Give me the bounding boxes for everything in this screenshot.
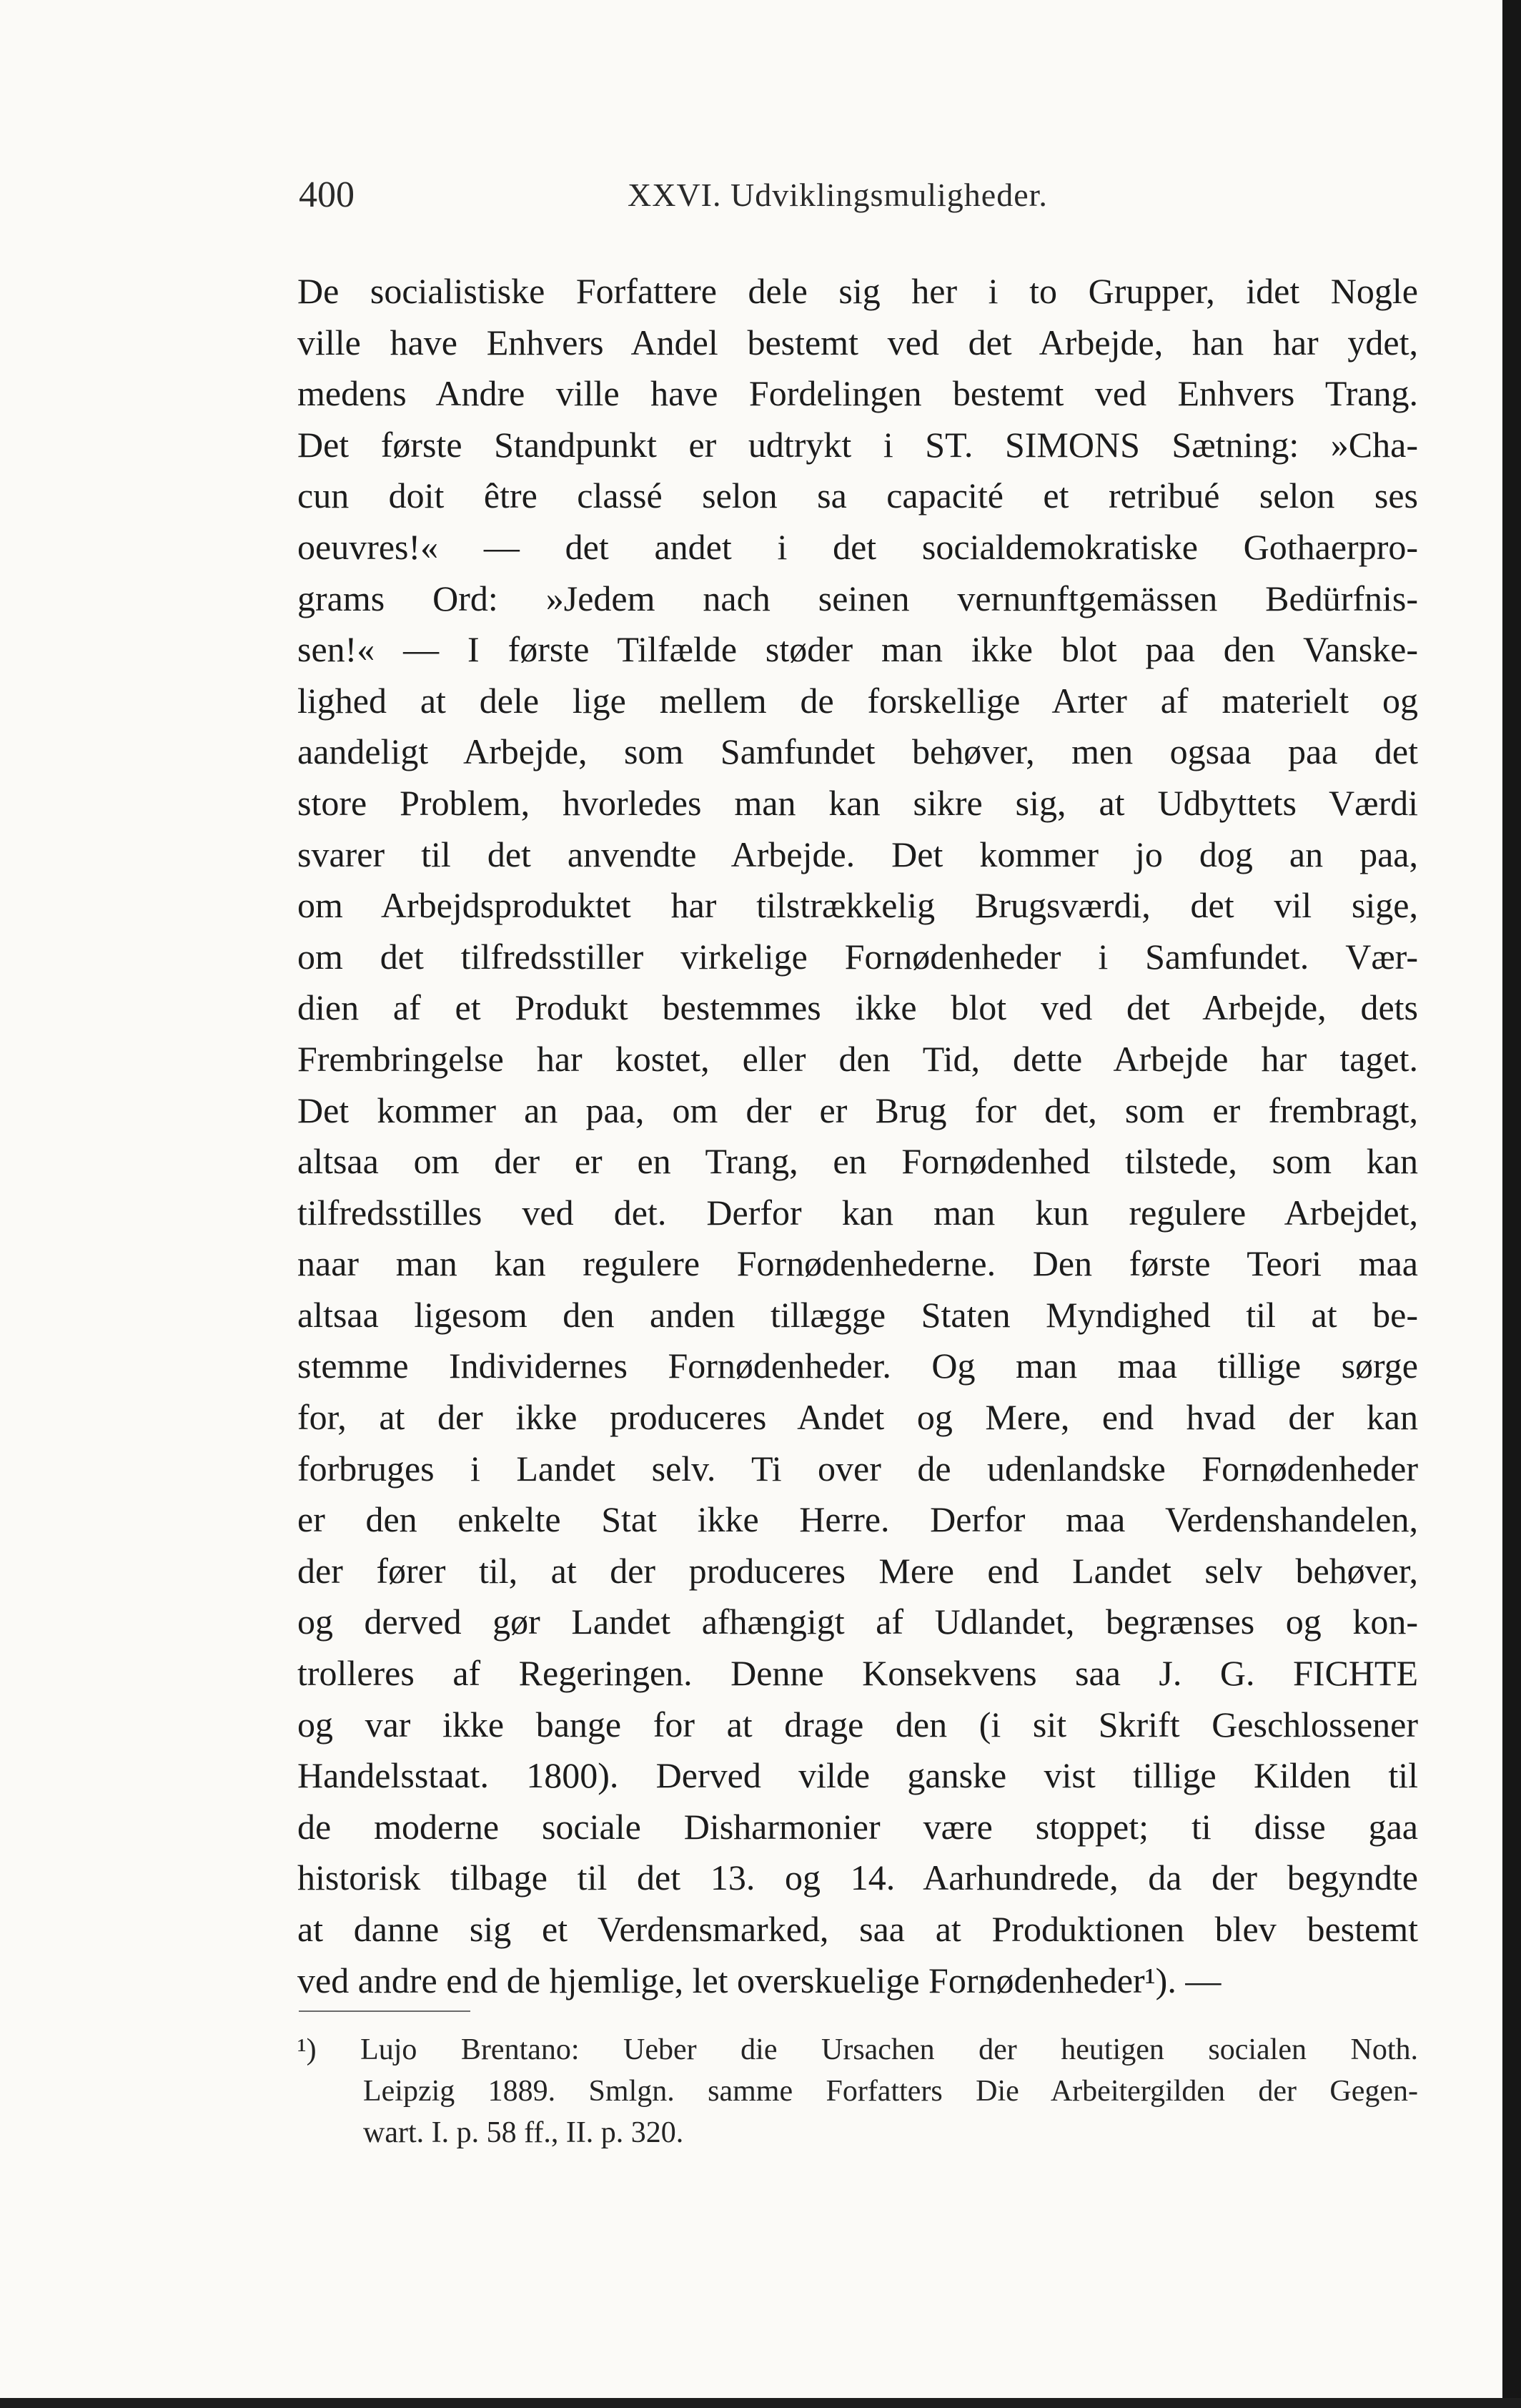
page-number: 400 [299, 174, 355, 215]
text-line: stemme Individernes Fornødenheder. Og man maa tillige sørge [297, 1346, 1418, 1386]
text-line: sen!« — I første Tilfælde støder man ikke blot paa den Vanske- [297, 629, 1418, 670]
page-header [299, 170, 1414, 220]
footnote-line: ¹) Lujo Brentano: Ueber die Ursachen der heutigen socialen Noth. [297, 2033, 1418, 2066]
text-line: at danne sig et Verdensmarked, saa at Produktionen blev bestemt [297, 1909, 1418, 1949]
text-line: lighed at dele lige mellem de forskellige Arter af materielt og [297, 680, 1418, 721]
footnote-divider [299, 2010, 470, 2012]
text-line: svarer til det anvendte Arbejde. Det kommer jo dog an paa, [297, 834, 1418, 874]
text-line: naar man kan regulere Fornødenhederne. Den første Teori maa [297, 1243, 1418, 1284]
text-line: cun doit être classé selon sa capacité et retribué selon ses [297, 475, 1418, 516]
text-line: Frembringelse har kostet, eller den Tid, dette Arbejde har taget. [297, 1038, 1418, 1079]
text-line: medens Andre ville have Fordelingen bestemt ved Enhvers Trang. [297, 373, 1418, 414]
text-line: aandeligt Arbejde, som Samfundet behøver, men ogsaa paa det [297, 731, 1418, 772]
text-line: Det kommer an paa, om der er Brug for det, som er frembragt, [297, 1090, 1418, 1130]
text-line: dien af et Produkt bestemmes ikke blot ved det Arbejde, dets [297, 987, 1418, 1028]
text-line: de moderne sociale Disharmonier være stoppet; ti disse gaa [297, 1806, 1418, 1847]
footnote-line: Leipzig 1889. Smlgn. samme Forfatters Die Arbeitergilden der Gegen- [363, 2075, 1418, 2108]
text-line: om Arbejdsproduktet har tilstrækkelig Brugsværdi, det vil sige, [297, 885, 1418, 926]
text-line: altsaa ligesom den anden tillægge Staten Myndighed til at be- [297, 1294, 1418, 1335]
text-line: forbruges i Landet selv. Ti over de udenlandske Fornødenheder [297, 1448, 1418, 1489]
text-line: grams Ord: »Jedem nach seinen vernunftgemässen Bedürfnis- [297, 578, 1418, 618]
text-line: tilfredsstilles ved det. Derfor kan man kun regulere Arbejdet, [297, 1192, 1418, 1233]
scan-edge-bottom [0, 2398, 1521, 2408]
body-text [297, 266, 1418, 2006]
text-line: trolleres af Regeringen. Denne Konsekvens saa J. G. FICHTE [297, 1653, 1418, 1694]
text-line: for, at der ikke produceres Andet og Mere, end hvad der kan [297, 1397, 1418, 1438]
text-line: Handelsstaat. 1800). Derved vilde ganske vist tillige Kilden til [297, 1755, 1418, 1796]
text-line: og var ikke bange for at drage den (i sit Skrift Geschlossener [297, 1704, 1418, 1745]
text-line: ved andre end de hjemlige, let overskuelige Fornødenheder¹). — [297, 1960, 1222, 2000]
text-line: der fører til, at der produceres Mere end Landet selv behøver, [297, 1550, 1418, 1591]
text-line: ville have Enhvers Andel bestemt ved det Arbejde, han har ydet, [297, 322, 1418, 362]
text-line: De socialistiske Forfattere dele sig her i to Grupper, idet Nogle [297, 271, 1418, 311]
text-line: om det tilfredsstiller virkelige Fornødenheder i Samfundet. Vær- [297, 936, 1418, 977]
text-line: altsaa om der er en Trang, en Fornødenhed tilstede, som kan [297, 1141, 1418, 1182]
footnotes [297, 2029, 1418, 2153]
text-line: store Problem, hvorledes man kan sikre sig, at Udbyttets Værdi [297, 782, 1418, 823]
running-head: XXVI. Udviklingsmuligheder. [628, 177, 1048, 213]
text-line: og derved gør Landet afhængigt af Udlandet, begrænses og kon- [297, 1602, 1418, 1642]
text-line: oeuvres!« — det andet i det socialdemokratiske Gothaerpro- [297, 526, 1418, 567]
text-line: Det første Standpunkt er udtrykt i ST. SIMONS Sætning: »Cha- [297, 424, 1418, 465]
footnote-line: wart. I. p. 58 ff., II. p. 320. [363, 2116, 684, 2149]
scan-edge-right [1502, 0, 1521, 2408]
text-line: historisk tilbage til det 13. og 14. Aarhundrede, da der begyndte [297, 1857, 1418, 1898]
text-line: er den enkelte Stat ikke Herre. Derfor maa Verdenshandelen, [297, 1499, 1418, 1540]
